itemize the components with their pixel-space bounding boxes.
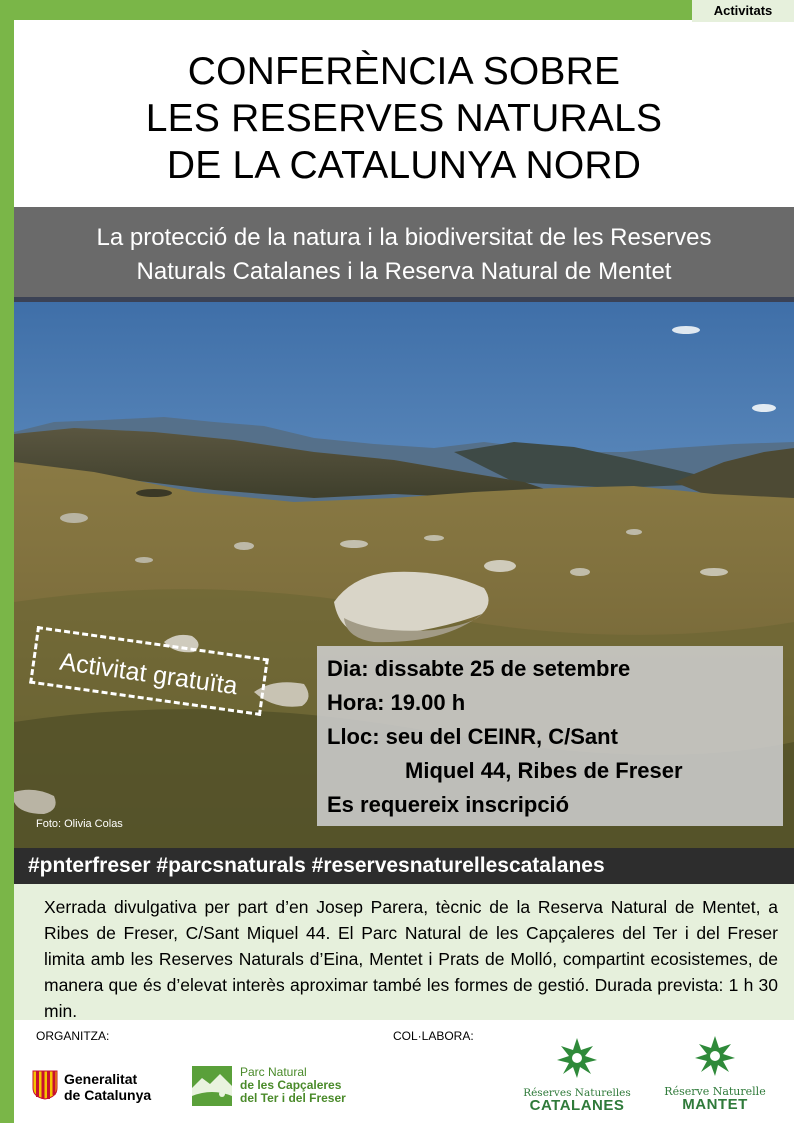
rnm-line1: Réserve Naturelle	[664, 1085, 766, 1098]
collaborator-label: COL·LABORA:	[393, 1029, 474, 1043]
photo-credit: Foto: Olivia Colas	[36, 818, 123, 830]
parc-line2: de les Capçaleres	[240, 1078, 342, 1092]
parc-natural-logo	[192, 1064, 382, 1110]
poster-title	[14, 48, 794, 189]
title-line: DE LA CATALUNYA NORD	[166, 144, 642, 187]
subtitle-banner	[14, 207, 794, 297]
title-line: LES RESERVES NATURALS	[145, 97, 663, 140]
parc-line1: Parc Natural	[240, 1065, 307, 1079]
event-day: Dia: dissabte 25 de setembre	[327, 656, 631, 681]
rnc-line2: CATALANES	[529, 1097, 625, 1114]
top-accent-bar	[0, 0, 794, 20]
hashtag-bar: #pnterfreser #parcsnaturals #reservesnaturellescatalanes	[14, 848, 794, 884]
event-place-continued: Miquel 44, Ribes de Freser	[405, 758, 683, 783]
event-place: Lloc: seu del CEINR, C/Sant	[327, 724, 618, 749]
rnm-line2: MANTET	[682, 1096, 748, 1113]
reserve-naturelle-mantet-logo	[660, 1034, 770, 1114]
organizer-label: ORGANITZA:	[36, 1029, 110, 1043]
mountain-landscape-icon	[192, 1066, 232, 1106]
event-details-box	[317, 646, 783, 826]
star-flower-icon	[555, 1036, 599, 1080]
generalitat-line1: Generalitat	[64, 1071, 138, 1087]
generalitat-line2: de Catalunya	[64, 1087, 152, 1103]
title-line: CONFERÈNCIA SOBRE	[187, 50, 621, 93]
parc-line3: del Ter i del Freser	[240, 1091, 346, 1105]
reserves-naturelles-catalanes-logo	[522, 1036, 632, 1116]
free-activity-stamp: Activitat gratuïta	[29, 626, 269, 716]
category-tag: Activitats	[692, 0, 794, 22]
left-accent-bar	[0, 0, 14, 1123]
event-description: Xerrada divulgativa per part d’en Josep Parera, tècnic de la Reserva Natural de Mentet, a Ribes de Freser, C/Sant Miquel 44. El Parc Natural de les Capçaleres del Ter i del Freser limita amb les Reserves Naturals d’Eina, Mentet i Prats de Molló, compartint ecosistemes, de manera que és d’elevat interès aproximar també les formes de gestió. Durada prevista: 1 h 30 min.	[14, 884, 794, 1020]
rnc-line1: Réserves Naturelles	[523, 1087, 631, 1099]
subtitle-line: La protecció de la natura i la biodiversitat de les Reserves	[96, 224, 712, 251]
subtitle-line: Naturals Catalanes i la Reserva Natural de Mentet	[136, 258, 672, 285]
event-registration: Es requereix inscripció	[327, 792, 570, 817]
generalitat-logo	[32, 1068, 182, 1108]
event-time: Hora: 19.00 h	[327, 690, 466, 715]
star-flower-icon	[693, 1034, 737, 1078]
senyera-icon	[32, 1070, 58, 1100]
